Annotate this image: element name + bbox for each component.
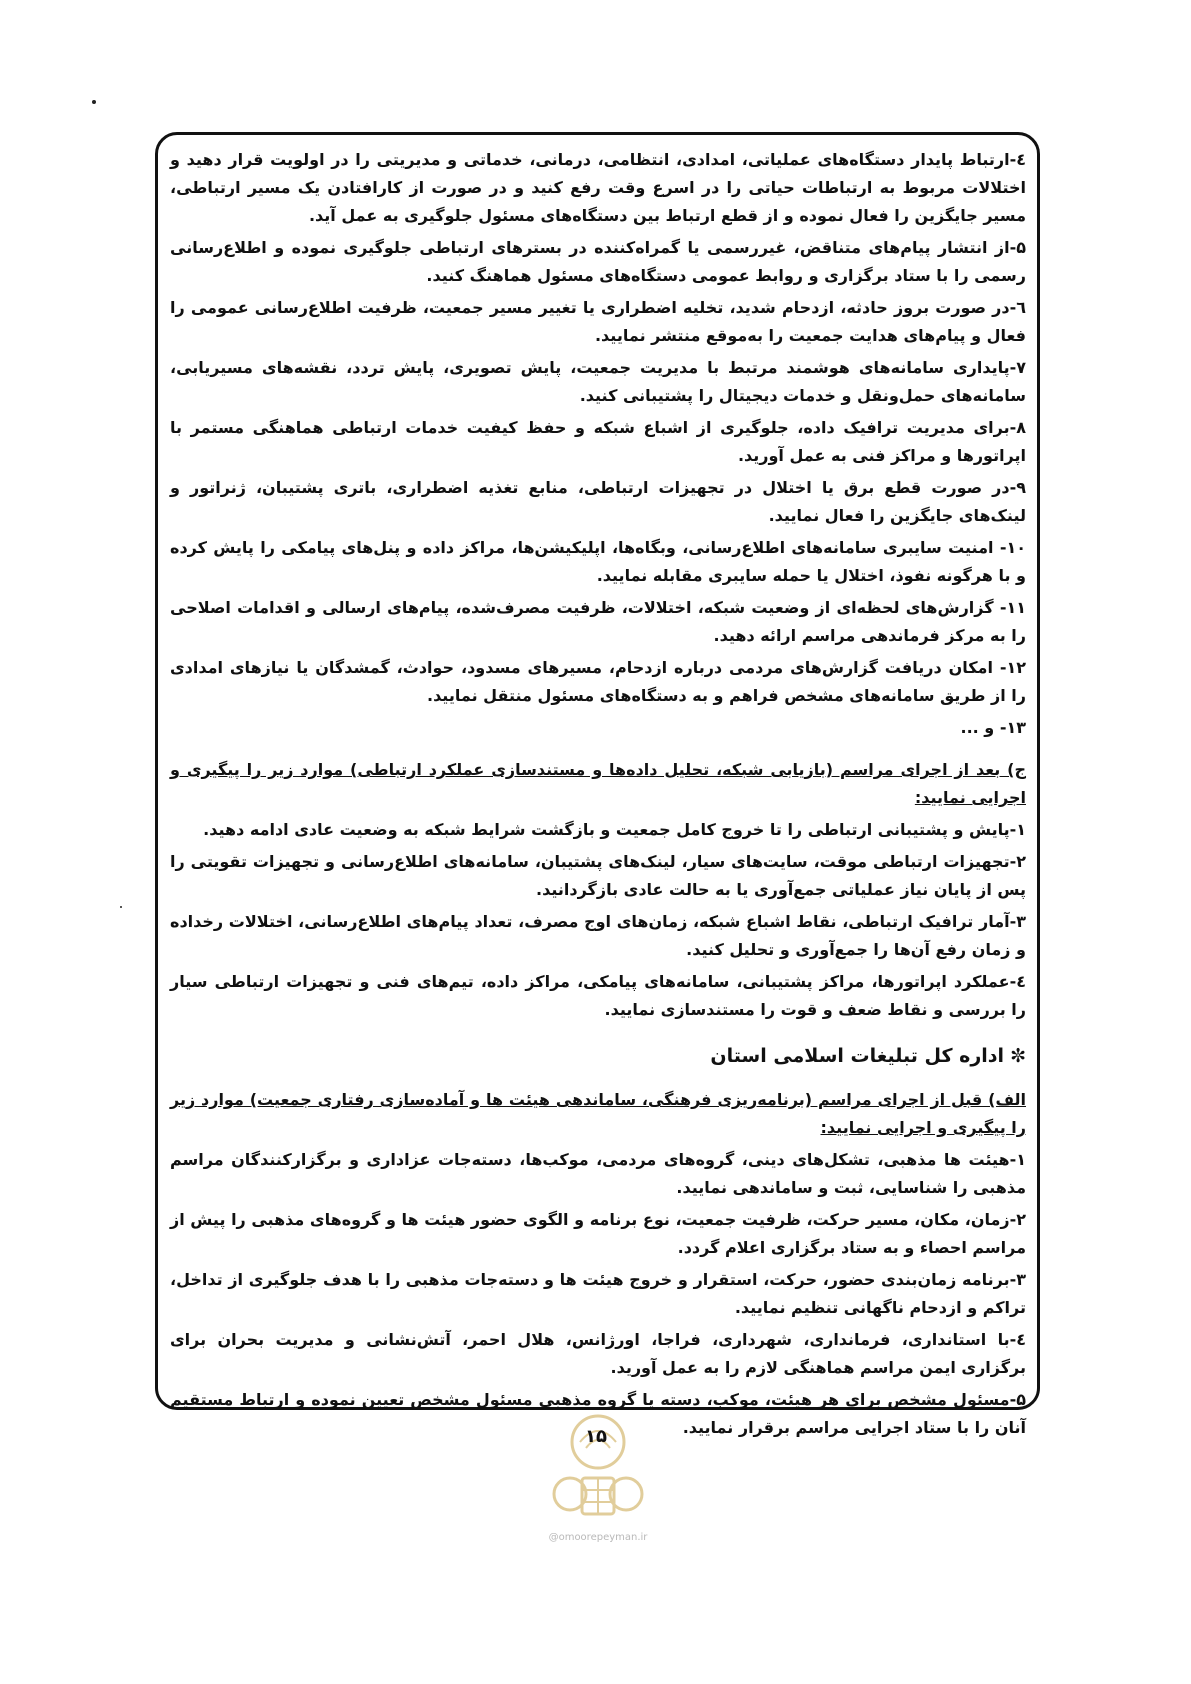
organization-title: اداره کل تبلیغات اسلامی استان bbox=[710, 1045, 1005, 1067]
scan-speck bbox=[92, 100, 96, 104]
list-item: ۵-از انتشار پیام‌های متناقض، غیررسمی یا گمراه‌کننده در بسترهای ارتباطی جلوگیری نموده و اطلاع‌رسانی رسمی را با ستاد برگزاری و روابط عمومی دستگاه‌های مسئول هماهنگ کنید. bbox=[170, 238, 1026, 285]
page-number: ۱۵ bbox=[585, 1426, 607, 1447]
section-heading: الف) قبل از اجرای مراسم (برنامه‌ریزی فرهنگی، ساماندهی هیئت ها و آماده‌سازی رفتاری جمعیت) موارد زیر را پیگیری و اجرایی نمایید: bbox=[170, 1090, 1026, 1137]
list-item: ۳-برنامه زمان‌بندی حضور، حرکت، استقرار و خروج هیئت ها و دسته‌جات مذهبی را با هدف جلوگیری از تداخل، تراکم و ازدحام ناگهانی تنظیم نمایید. bbox=[170, 1270, 1026, 1317]
list-item: ۱۳- و ... bbox=[960, 718, 1026, 737]
organization-heading bbox=[170, 1042, 1026, 1070]
list-item: ۱-هیئت ها مذهبی، تشکل‌های دینی، گروه‌های مردمی، موکب‌ها، دسته‌جات عزاداری و برگزارکنندگان مراسم مذهبی را شناسایی، ثبت و ساماندهی نمایید. bbox=[170, 1150, 1026, 1197]
list-item: ۲-تجهیزات ارتباطی موقت، سایت‌های سیار، لینک‌های پشتیبان، سامانه‌های اطلاع‌رسانی و تجهیزات تقویتی را پس از پایان نیاز عملیاتی جمع‌آوری یا به حالت عادی بازگردانید. bbox=[170, 852, 1026, 899]
list-item: ٤-عملکرد اپراتورها، مراکز پشتیبانی، سامانه‌های پیامکی، مراکز داده، تیم‌های فنی و تجهیزات ارتباطی سیار را بررسی و نقاط ضعف و قوت را مستندسازی نمایید. bbox=[170, 972, 1026, 1019]
scan-speck bbox=[120, 906, 122, 908]
list-item: ۱-پایش و پشتیبانی ارتباطی را تا خروج کامل جمعیت و بازگشت شرایط شبکه به وضعیت عادی ادامه دهید. bbox=[203, 820, 1026, 839]
list-item: ۸-برای مدیریت ترافیک داده، جلوگیری از اشباع شبکه و حفظ کیفیت خدمات ارتباطی هماهنگی مستمر با اپراتورها و مراکز فنی به عمل آورید. bbox=[170, 418, 1026, 465]
list-item: ۷-پایداری سامانه‌های هوشمند مرتبط با مدیریت جمعیت، پایش تصویری، پایش تردد، نقشه‌های مسیریابی، سامانه‌های حمل‌ونقل و خدمات دیجیتال را پشتیبانی کنید. bbox=[170, 358, 1026, 405]
list-item: ۵-مسئول مشخص برای هر هیئت، موکب، دسته یا گروه مذهبی مسئول مشخص تعیین نموده و ارتباط مستقیم آنان را با ستاد اجرایی مراسم برقرار نمایید. bbox=[170, 1390, 1026, 1437]
list-item: ۳-آمار ترافیک ارتباطی، نقاط اشباع شبکه، زمان‌های اوج مصرف، تعداد پیام‌های اطلاع‌رسانی، اختلالات رخداده و زمان رفع آن‌ها را جمع‌آوری و تحلیل کنید. bbox=[170, 912, 1026, 959]
watermark-logo-icon bbox=[538, 1402, 658, 1527]
list-item: ۲-زمان، مکان، مسیر حرکت، ظرفیت جمعیت، نوع برنامه و الگوی حضور هیئت ها و گروه‌های مذهبی را پیش از مراسم احصاء و به ستاد برگزاری اعلام گردد. bbox=[170, 1210, 1026, 1257]
asterisk-icon: ✼ bbox=[1010, 1045, 1026, 1067]
list-item: ٤-با استانداری، فرمانداری، شهرداری، فراجا، اورژانس، هلال احمر، آتش‌نشانی و مدیریت بحران برای برگزاری ایمن مراسم هماهنگی لازم را به عمل آورید. bbox=[170, 1330, 1026, 1377]
list-item: ۱۰- امنیت سایبری سامانه‌های اطلاع‌رسانی، وبگاه‌ها، اپلیکیشن‌ها، مراکز داده و پنل‌های پیامکی را پایش کرده و با هرگونه نفوذ، اختلال یا حمله سایبری مقابله نمایید. bbox=[170, 538, 1026, 585]
list-item: ۱۲- امکان دریافت گزارش‌های مردمی درباره ازدحام، مسیرهای مسدود، حوادث، گمشدگان یا نیازهای امدادی را از طریق سامانه‌های مشخص فراهم و به دستگاه‌های مسئول منتقل نمایید. bbox=[170, 658, 1026, 705]
watermark-handle: @omoorepeyman.ir bbox=[548, 1532, 648, 1543]
list-item: ۱۱- گزارش‌های لحظه‌ای از وضعیت شبکه، اختلالات، ظرفیت مصرف‌شده، پیام‌های ارسالی و اقدامات اصلاحی را به مرکز فرماندهی مراسم ارائه دهید. bbox=[170, 598, 1026, 645]
list-item: ۹-در صورت قطع برق یا اختلال در تجهیزات ارتباطی، منابع تغذیه اضطراری، باتری پشتیبان، ژنراتور و لینک‌های جایگزین را فعال نمایید. bbox=[170, 478, 1026, 525]
list-item: ٦-در صورت بروز حادثه، ازدحام شدید، تخلیه اضطراری یا تغییر مسیر جمعیت، ظرفیت اطلاع‌رسانی عمومی را فعال و پیام‌های هدایت جمعیت را به‌موقع منتشر نمایید. bbox=[170, 298, 1026, 345]
document-body bbox=[170, 146, 1026, 1446]
list-item: ٤-ارتباط پایدار دستگاه‌های عملیاتی، امدادی، انتظامی، درمانی، خدماتی و مدیریتی را در اولویت قرار دهید و اختلالات مربوط به ارتباطات حیاتی را در اسرع وقت رفع کنید و در صورت از کارافتادن یک مسیر ارتباطی، مسیر جایگزین را فعال نموده و از قطع ارتباط بین دستگاه‌های مسئول جلوگیری به عمل آید. bbox=[170, 150, 1026, 225]
section-heading: ج) بعد از اجرای مراسم (بازیابی شبکه، تحلیل داده‌ها و مستندسازی عملکرد ارتباطی) موارد زیر را پیگیری و اجرایی نمایید: bbox=[170, 760, 1026, 807]
